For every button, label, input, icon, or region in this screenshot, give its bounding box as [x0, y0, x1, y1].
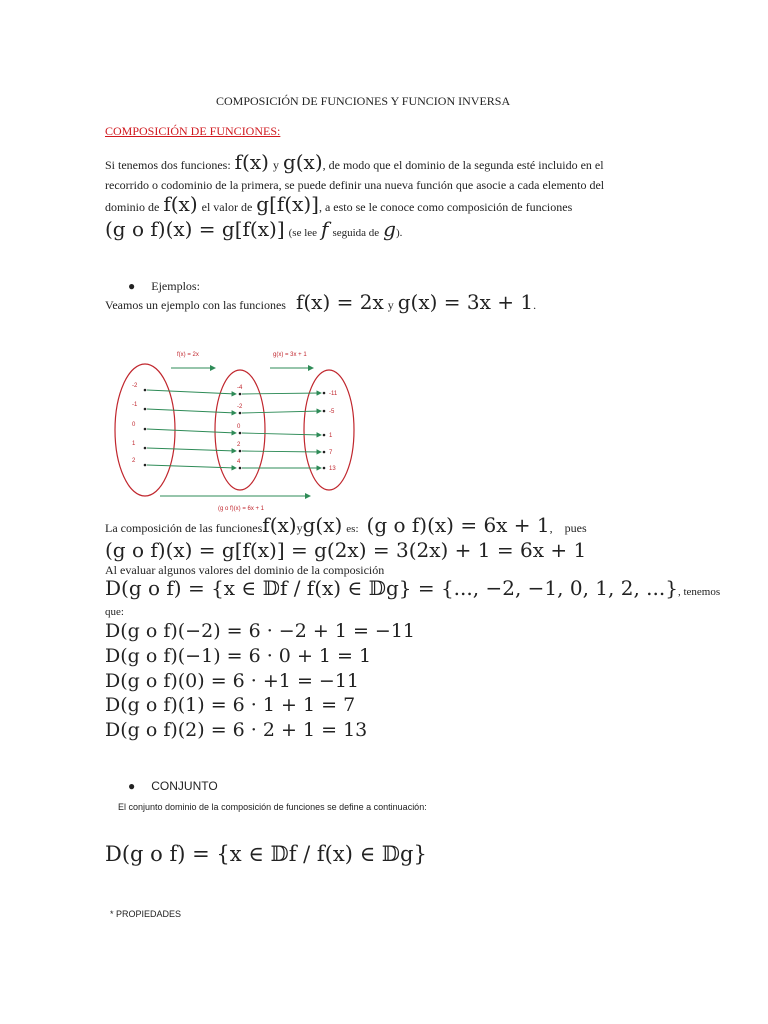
formula-g: g	[383, 217, 396, 241]
formula-fx: f(x)	[234, 150, 269, 174]
f-mapping-arrow	[147, 390, 236, 394]
middle-value: -4	[237, 385, 243, 391]
range-value: 7	[329, 450, 333, 456]
middle-dot	[239, 412, 242, 415]
composition-pues: pues	[564, 521, 587, 535]
formula-gx: g(x)	[302, 513, 343, 537]
conjunction: y	[296, 521, 303, 535]
formula-fx: f(x)	[163, 192, 198, 216]
intro-text: , de modo que el dominio de la segunda esté incluido en el	[322, 158, 604, 172]
propiedades-heading: * PROPIEDADES	[110, 909, 182, 919]
gof-label: (g o f)(x) = 6x + 1	[218, 506, 265, 512]
range-dot	[323, 434, 326, 437]
domain-value: -2	[132, 383, 138, 389]
domain-dot	[144, 428, 147, 431]
domain-value: -1	[132, 402, 138, 408]
middle-dot	[239, 467, 242, 470]
range-value: -5	[329, 409, 335, 415]
domain-dot	[144, 447, 147, 450]
evaluation-line: D(g o f)(−2) = 6 · −2 + 1 = −11	[105, 620, 416, 642]
composition-comma: ,	[549, 521, 553, 535]
composition-line-3: Al evaluar algunos valores del dominio de la composición	[105, 563, 385, 577]
range-value: 1	[329, 433, 333, 439]
evaluation-line: D(g o f)(1) = 6 · 1 + 1 = 7	[105, 694, 356, 716]
evaluation-line: D(g o f)(−1) = 6 · 0 + 1 = 1	[105, 645, 372, 667]
bullet-label: CONJUNTO	[151, 779, 218, 793]
composition-line-2: (g o f)(x) = g[f(x)] = g(2x) = 3(2x) + 1 = 6x + 1	[105, 538, 587, 562]
conjunto-text: El conjunto dominio de la composición de funciones se define a continuación:	[118, 802, 427, 812]
domain-dot	[144, 408, 147, 411]
middle-value: 4	[237, 459, 241, 465]
bullet-label: Ejemplos:	[151, 279, 200, 293]
intro-line-2: recorrido o codominio de la primera, se puede definir una nueva función que asocie a cada elemento del	[105, 178, 605, 192]
ejemplo-line	[105, 290, 536, 314]
intro-text: seguida de	[332, 227, 380, 239]
range-value: 13	[329, 466, 336, 472]
intro-text: el valor de	[201, 200, 253, 214]
f-mapping-arrow	[147, 448, 236, 451]
range-dot	[323, 410, 326, 413]
formula-gof: (g o f)(x) = 6x + 1	[366, 513, 550, 537]
formula-gx: g(x)	[282, 150, 323, 174]
ejemplo-text: Veamos un ejemplo con las funciones	[105, 298, 286, 312]
range-value: -11	[329, 391, 338, 397]
g-mapping-arrow	[242, 451, 321, 452]
composition-text: La composición de las funciones	[105, 521, 263, 535]
bullet-conjunto	[128, 777, 218, 795]
f-mapping-arrow	[147, 465, 236, 468]
formula-fx: f(x)	[262, 513, 297, 537]
bullet-dot-icon: ●	[128, 779, 136, 793]
middle-dot	[239, 393, 242, 396]
middle-dot	[239, 450, 242, 453]
section-heading: COMPOSICIÓN DE FUNCIONES:	[105, 124, 281, 138]
intro-text: , a esto se le conoce como composición de funciones	[318, 200, 573, 214]
intro-line-3	[105, 192, 572, 216]
conjunto-formula: D(g o f) = {x ∈ 𝔻f / f(x) ∈ 𝔻g}	[105, 842, 427, 866]
f-mapping-arrow	[147, 429, 236, 433]
formula-g-def: g(x) = 3x + 1	[397, 290, 534, 314]
composition-line-1	[105, 513, 587, 537]
formula-f-def: f(x) = 2x	[295, 290, 384, 314]
evaluation-line: D(g o f)(2) = 6 · 2 + 1 = 13	[105, 719, 368, 741]
page-title: COMPOSICIÓN DE FUNCIONES Y FUNCION INVERSA	[216, 94, 511, 108]
domain-dot	[144, 389, 147, 392]
intro-line-4	[105, 217, 402, 241]
intro-text: ).	[395, 227, 403, 239]
intro-line-1	[105, 150, 604, 174]
conjunction: y	[387, 298, 394, 312]
intro-text: Si tenemos dos funciones:	[105, 158, 231, 172]
middle-dot	[239, 432, 242, 435]
bullet-dot-icon: ●	[128, 279, 136, 293]
range-dot	[323, 467, 326, 470]
formula-composition: (g o f)(x) = g[f(x)]	[105, 217, 285, 241]
g-label: g(x) = 3x + 1	[273, 352, 307, 358]
composition-que: que:	[105, 606, 124, 618]
formula-domain: D(g o f) = {x ∈ 𝔻f / f(x) ∈ 𝔻g} = {..., −2, −1, 0, 1, 2, ...}	[105, 576, 678, 600]
middle-value: -2	[237, 404, 243, 410]
formula-f: f	[321, 217, 329, 241]
composition-tenemos: , tenemos	[677, 586, 721, 598]
f-mapping-arrow	[147, 409, 236, 413]
formula-gfx: g[f(x)]	[256, 192, 319, 216]
conjunction: y	[272, 158, 279, 172]
domain-value: 0	[132, 422, 136, 428]
intro-text: (se lee	[288, 227, 318, 239]
domain-value: 1	[132, 441, 136, 447]
ejemplo-end: .	[533, 298, 537, 312]
domain-value: 2	[132, 458, 136, 464]
composition-es: es:	[346, 523, 359, 535]
evaluation-line: D(g o f)(0) = 6 · +1 = −11	[105, 670, 359, 692]
domain-dot	[144, 464, 147, 467]
g-mapping-arrow	[242, 411, 321, 413]
function-mapping-diagram	[105, 343, 360, 515]
middle-value: 0	[237, 424, 241, 430]
range-dot	[323, 451, 326, 454]
f-label: f(x) = 2x	[177, 352, 199, 358]
g-mapping-arrow	[242, 433, 321, 435]
middle-value: 2	[237, 442, 241, 448]
range-dot	[323, 392, 326, 395]
composition-domain	[105, 576, 720, 600]
intro-text: dominio de	[105, 200, 160, 214]
range-oval	[304, 370, 354, 490]
